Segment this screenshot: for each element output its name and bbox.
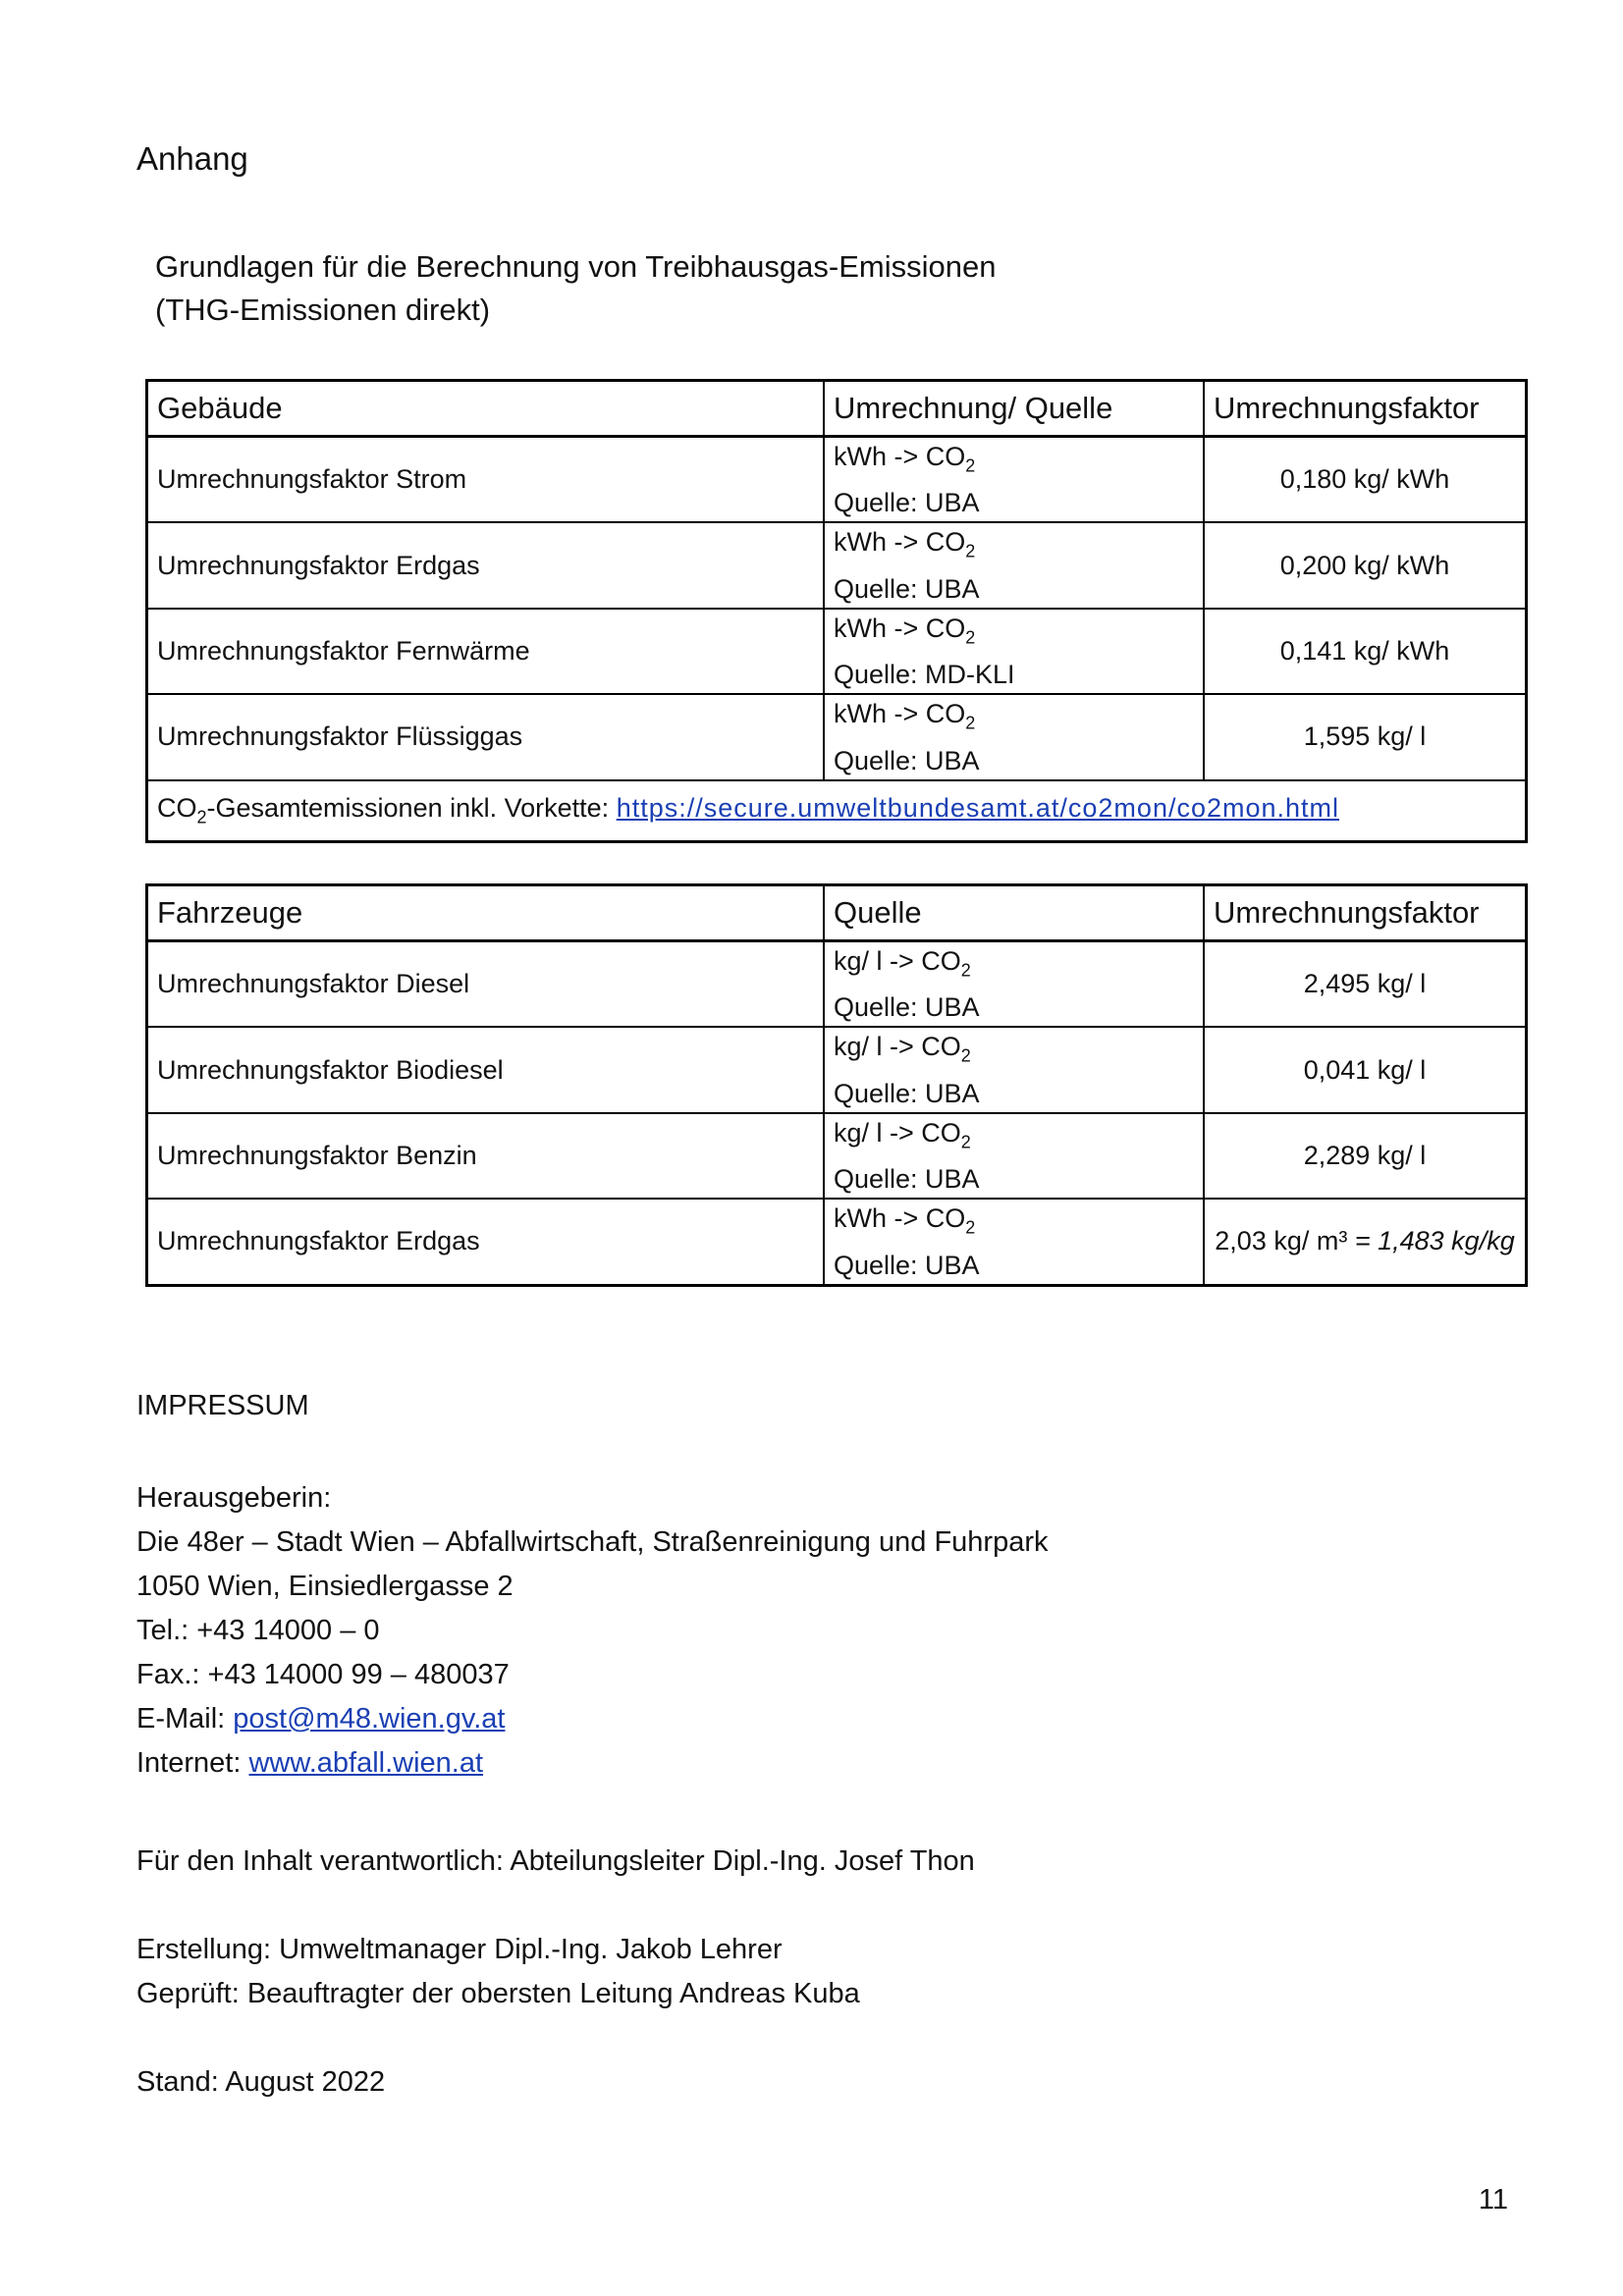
row-factor: 0,200 kg/ kWh <box>1204 522 1527 608</box>
section-subtitle <box>155 245 996 332</box>
table-row <box>147 522 1527 608</box>
impressum-block <box>136 1476 1048 1786</box>
publisher-email: E-Mail: post@m48.wien.gv.at <box>136 1703 506 1735</box>
header-cell: Gebäude <box>147 381 825 437</box>
row-name: Umrechnungsfaktor Benzin <box>147 1113 825 1199</box>
page-heading: Anhang <box>136 140 248 177</box>
header-cell: Umrechnungsfaktor <box>1204 885 1527 941</box>
responsible-person: Für den Inhalt verantwortlich: Abteilungsleiter Dipl.-Ing. Josef Thon <box>136 1845 975 1877</box>
header-cell: Umrechnung/ Quelle <box>824 381 1204 437</box>
umweltbundesamt-link[interactable]: https://secure.umweltbundesamt.at/co2mon/co2mon.html <box>616 792 1340 823</box>
row-name: Umrechnungsfaktor Erdgas <box>147 1199 825 1285</box>
table-footer-row <box>147 780 1527 842</box>
row-conversion: kg/ $l -> CO_2$ Quelle: UBA <box>824 941 1204 1028</box>
table-header-row <box>147 381 1527 437</box>
created-by: Erstellung: Umweltmanager Dipl.-Ing. Jakob Lehrer <box>136 1934 783 1965</box>
document-date: Stand: August 2022 <box>136 2066 386 2098</box>
row-factor: 2,03 kg/ m³ = 1,483 kg/kg <box>1204 1199 1527 1285</box>
row-name: Umrechnungsfaktor Strom <box>147 437 825 523</box>
row-name: Umrechnungsfaktor Fernwärme <box>147 609 825 694</box>
checked-by: Geprüft: Beauftragter der obersten Leitung Andreas Kuba <box>136 1978 860 2009</box>
row-conversion: kWh -> $CO_2$ Quelle: UBA <box>824 437 1204 523</box>
row-conversion: kWh -> $CO_2$ Quelle: UBA <box>824 1199 1204 1285</box>
row-conversion: kWh -> $CO_2$ Quelle: MD-KLI <box>824 609 1204 694</box>
row-factor: 1,595 kg/ l <box>1204 694 1527 779</box>
publisher-name: Die 48er – Stadt Wien – Abfallwirtschaft, Straßenreinigung und Fuhrpark <box>136 1526 1049 1558</box>
publisher-internet: Internet: www.abfall.wien.at <box>136 1747 484 1779</box>
publisher-phone: Tel.: +43 14000 – 0 <box>136 1615 380 1646</box>
row-factor: 0,041 kg/ l <box>1204 1027 1527 1112</box>
table-row <box>147 609 1527 694</box>
row-conversion: kg/ $l -> CO_2$ Quelle: UBA <box>824 1027 1204 1112</box>
row-factor: 2,289 kg/ l <box>1204 1113 1527 1199</box>
table-row <box>147 1113 1527 1199</box>
table-row <box>147 437 1527 523</box>
row-name: Umrechnungsfaktor Diesel <box>147 941 825 1028</box>
row-name: Umrechnungsfaktor Biodiesel <box>147 1027 825 1112</box>
co2-total-emissions-note: $CO_2$-Gesamtemissionen inkl. Vorkette: https://secure.umweltbundesamt.at/co2mon/co2mon.html <box>147 780 1527 842</box>
subtitle-line-1: Grundlagen für die Berechnung von Treibhausgas-Emissionen <box>155 249 997 284</box>
buildings-table <box>145 379 1528 843</box>
credits-block <box>136 1928 860 2016</box>
row-conversion: kg/ $l -> CO_2$ Quelle: UBA <box>824 1113 1204 1199</box>
table-row <box>147 1027 1527 1112</box>
subtitle-line-2: (THG-Emissionen direkt) <box>155 293 491 327</box>
table-header-row <box>147 885 1527 941</box>
impressum-title: IMPRESSUM <box>136 1390 309 1421</box>
row-factor: 0,180 kg/ kWh <box>1204 437 1527 523</box>
row-conversion: kWh -> $CO_2$ Quelle: UBA <box>824 694 1204 779</box>
row-factor: 0,141 kg/ kWh <box>1204 609 1527 694</box>
row-factor: 2,495 kg/ l <box>1204 941 1527 1028</box>
publisher-address: 1050 Wien, Einsiedlergasse 2 <box>136 1571 514 1602</box>
header-cell: Fahrzeuge <box>147 885 825 941</box>
header-cell: Umrechnungsfaktor <box>1204 381 1527 437</box>
header-cell: Quelle <box>824 885 1204 941</box>
row-name: Umrechnungsfaktor Erdgas <box>147 522 825 608</box>
table-row <box>147 1199 1527 1285</box>
email-link[interactable]: post@m48.wien.gv.at <box>233 1703 506 1735</box>
page-number: 11 <box>1478 2184 1508 2216</box>
publisher-label: Herausgeberin: <box>136 1482 332 1514</box>
row-conversion: kWh -> $CO_2$ Quelle: UBA <box>824 522 1204 608</box>
vehicles-table <box>145 883 1528 1287</box>
website-link[interactable]: www.abfall.wien.at <box>248 1747 484 1779</box>
publisher-fax: Fax.: +43 14000 99 – 480037 <box>136 1659 510 1690</box>
table-row <box>147 941 1527 1028</box>
row-name: Umrechnungsfaktor Flüssiggas <box>147 694 825 779</box>
table-row <box>147 694 1527 779</box>
